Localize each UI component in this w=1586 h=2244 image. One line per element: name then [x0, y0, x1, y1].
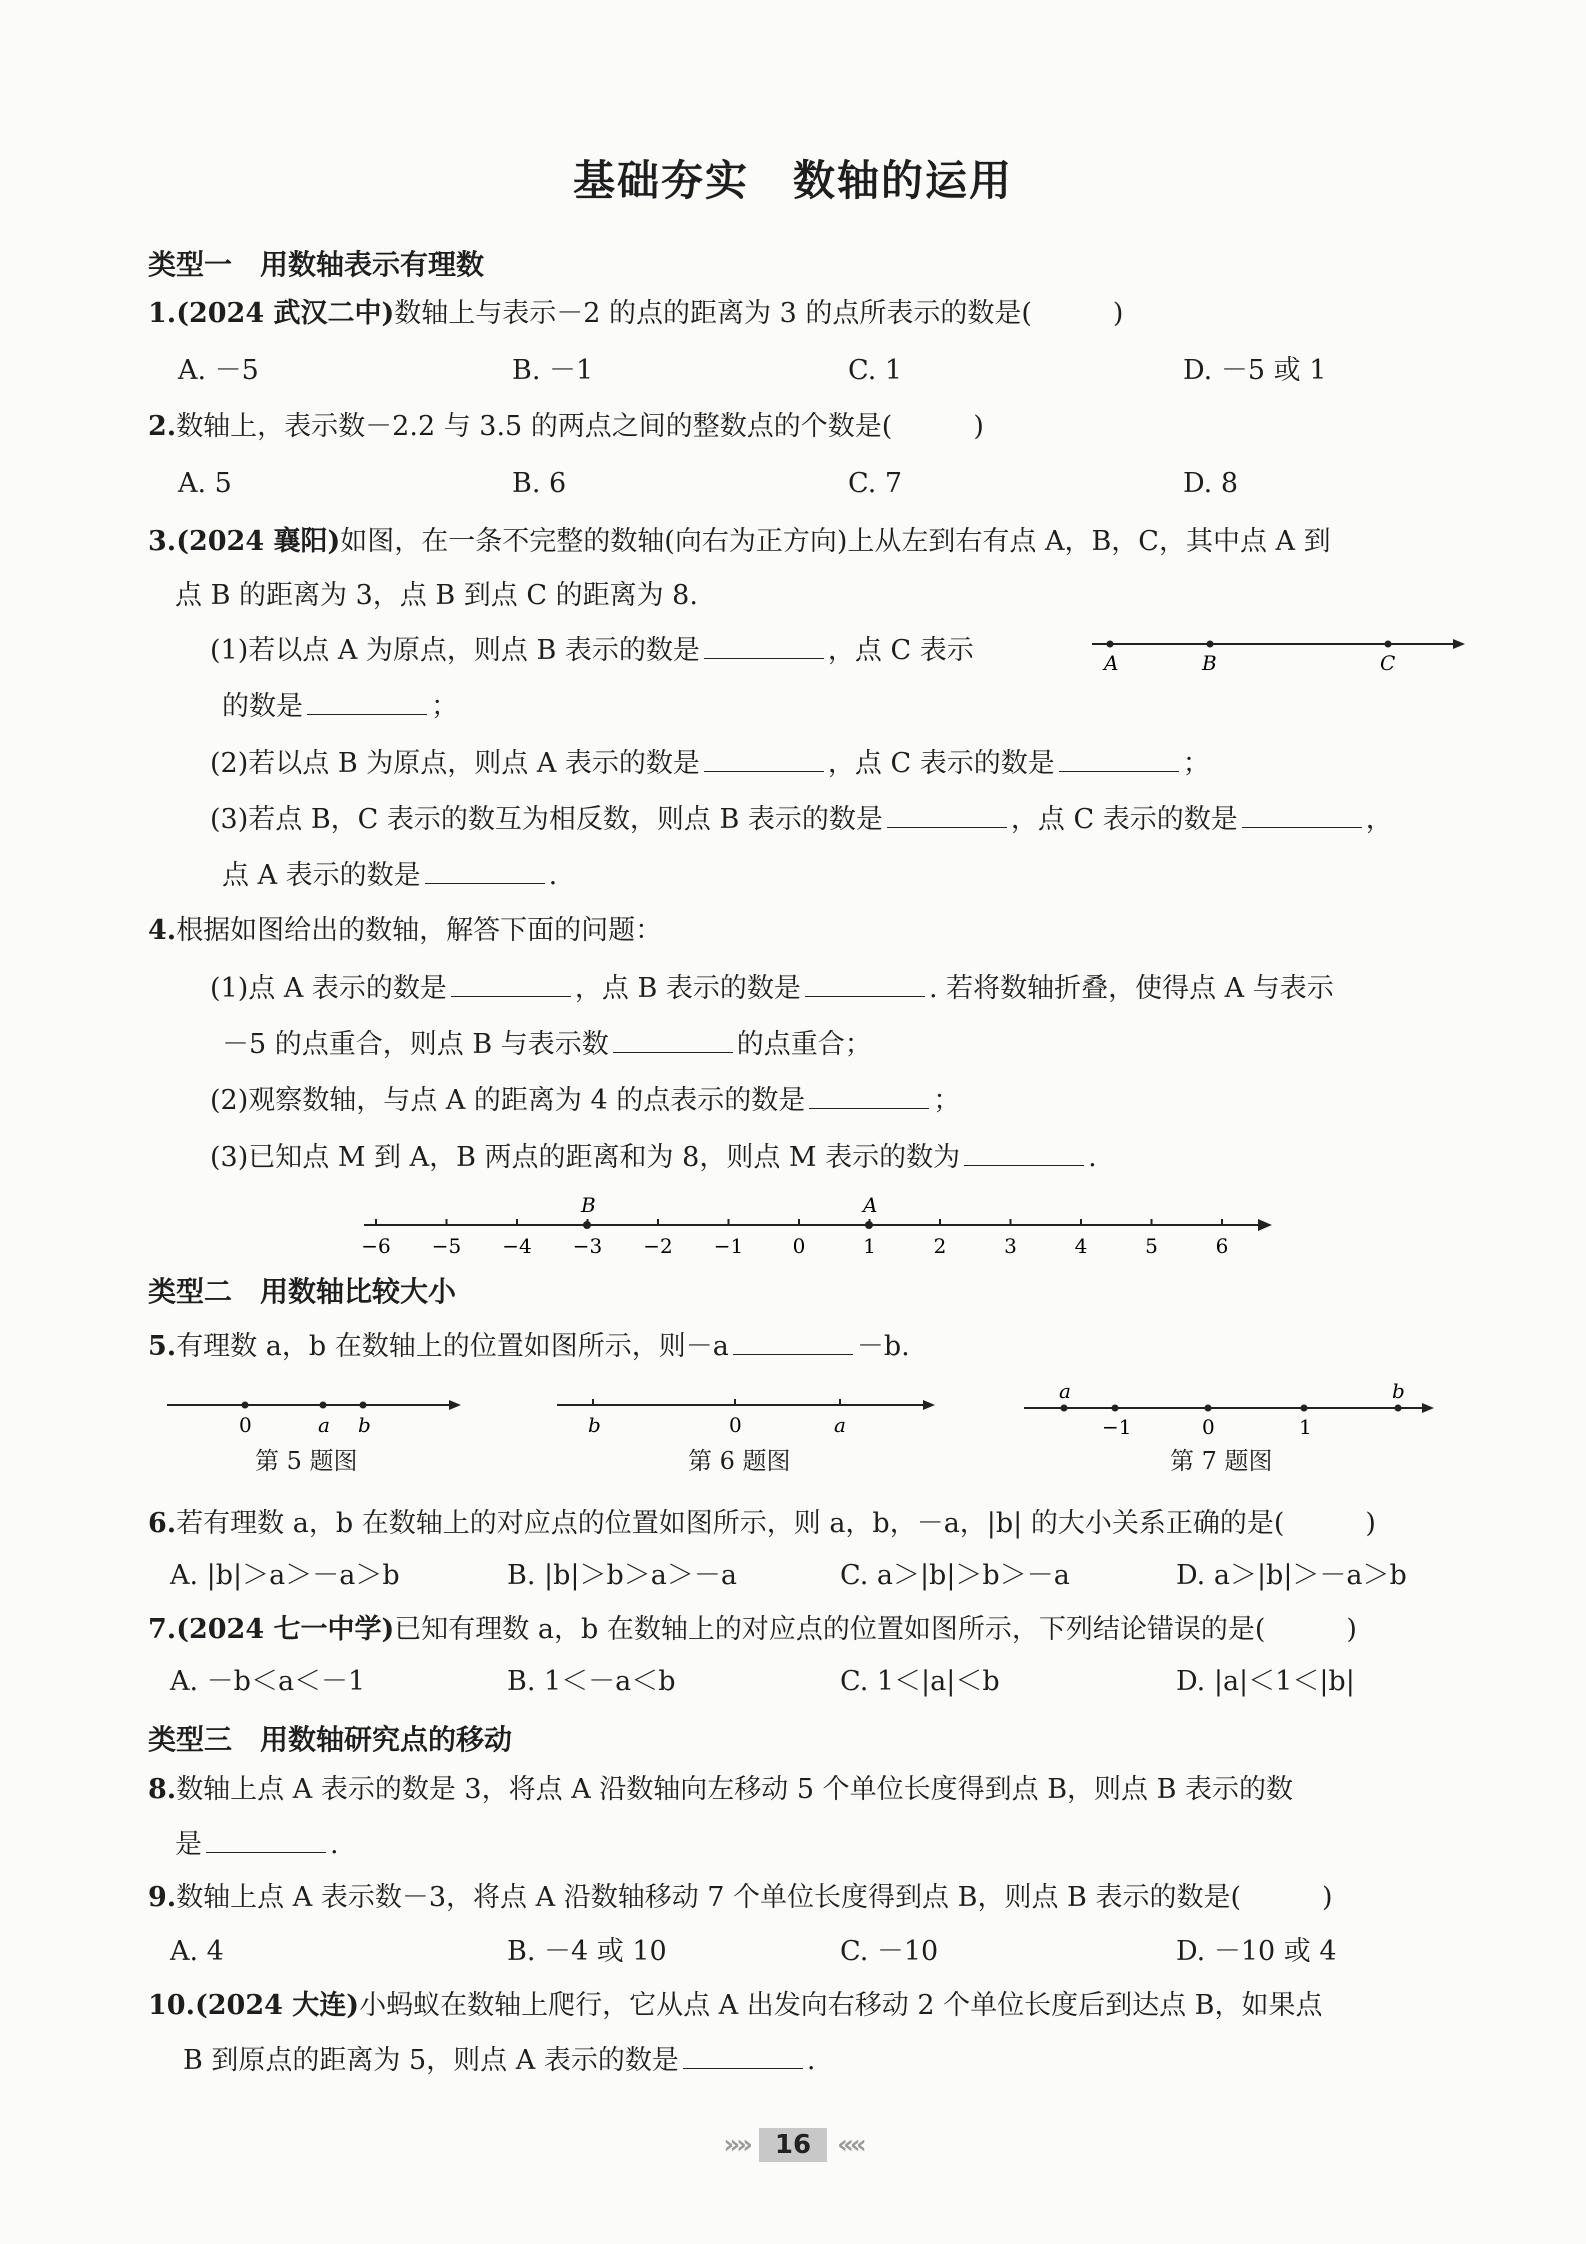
section-heading-2: 类型二 用数轴比较大小: [148, 1275, 457, 1308]
question-number: 6.: [148, 1508, 177, 1539]
q1-option-a: A. －5: [178, 355, 259, 386]
axis-label-a: A: [1104, 651, 1119, 675]
question-3: [148, 524, 1331, 560]
q2-option-a: A. 5: [178, 468, 232, 499]
q4-number-line: [360, 1195, 1280, 1270]
q7-option-c: C. 1＜|a|＜b: [840, 1666, 1000, 1697]
part-text: .: [548, 860, 558, 891]
part-text: . 若将数轴折叠，使得点 A 与表示: [928, 973, 1334, 1004]
answer-blank[interactable]: [809, 1082, 929, 1109]
tick-label: 5: [1145, 1234, 1158, 1258]
q4-part-3: [210, 1139, 1097, 1176]
tick-label: 3: [1004, 1234, 1017, 1258]
q3-part-3: [210, 801, 1393, 838]
answer-blank[interactable]: [704, 632, 824, 659]
q9-option-d: D. －10 或 4: [1176, 1936, 1337, 1967]
question-text: 已知有理数 a，b 在数轴上的对应点的位置如图所示，下列结论错误的是( ): [394, 1614, 1357, 1645]
part-text: ；: [933, 1085, 961, 1116]
answer-blank[interactable]: [1059, 745, 1179, 772]
fig5-label-b: b: [358, 1413, 371, 1437]
tick-label: 6: [1215, 1234, 1229, 1258]
fig5-label-0: 0: [239, 1413, 252, 1437]
q7-option-a: A. －b＜a＜－1: [170, 1666, 366, 1697]
q9-option-c: C. －10: [840, 1936, 939, 1967]
question-4: [148, 913, 662, 949]
question-source: (2024 大连): [194, 1990, 360, 2021]
tick-label: −6: [361, 1234, 391, 1258]
q6-option-d: D. a＞|b|＞－a＞b: [1176, 1560, 1407, 1591]
fig6-label-0: 0: [729, 1413, 742, 1437]
question-number: 7.: [148, 1614, 177, 1645]
part-text: ；: [1182, 748, 1210, 779]
question-source: (2024 七一中学): [176, 1614, 395, 1645]
question-9: [148, 1880, 1333, 1916]
question-text: 数轴上，表示数－2.2 与 3.5 的两点之间的整数点的个数是( ): [176, 411, 984, 442]
question-number: 5.: [148, 1331, 177, 1362]
q6-option-a: A. |b|＞a＞－a＞b: [170, 1560, 400, 1591]
figure-5-caption: 第 5 题图: [255, 1447, 358, 1475]
q4-part-2: [210, 1082, 960, 1119]
section-heading-3: 类型三 用数轴研究点的移动: [148, 1723, 513, 1756]
answer-blank[interactable]: [887, 801, 1007, 828]
q2-option-b: B. 6: [512, 468, 567, 499]
question-text: 数轴上与表示－2 的点的距离为 3 的点所表示的数是( ): [394, 298, 1124, 329]
q1-option-c: C. 1: [848, 355, 903, 386]
tick-label: −2: [643, 1234, 673, 1258]
tick-label: 1: [863, 1234, 876, 1258]
q1-option-d: D. －5 或 1: [1183, 355, 1327, 386]
question-text: 有理数 a，b 在数轴上的位置如图所示，则－a: [176, 1331, 729, 1362]
q4-part-1: [210, 970, 1334, 1007]
part-text: 点 A 表示的数是: [222, 860, 421, 891]
fig7-label-0: 0: [1202, 1415, 1215, 1439]
question-text: 如图，在一条不完整的数轴(向右为正方向)上从左到右有点 A，B，C，其中点 A 到: [340, 526, 1331, 557]
answer-blank[interactable]: [683, 2042, 803, 2069]
question-number: 3.: [148, 526, 177, 557]
q10-text-line2: [183, 2042, 815, 2079]
answer-blank[interactable]: [206, 1826, 326, 1853]
question-number: 2.: [148, 411, 177, 442]
question-text: 小蚂蚁在数轴上爬行，它从点 A 出发向右移动 2 个单位长度后到达点 B，如果点: [359, 1990, 1323, 2021]
fig6-label-b: b: [588, 1413, 601, 1437]
point-label-b: B: [581, 1195, 596, 1217]
question-number: 1.: [148, 298, 177, 329]
question-text: .: [330, 1829, 339, 1860]
left-arrows-icon: »»: [723, 2130, 749, 2160]
q9-option-b: B. －4 或 10: [507, 1936, 667, 1967]
q3-part-1: [210, 632, 974, 669]
q1-option-b: B. －1: [512, 355, 594, 386]
axis-label-b: B: [1202, 651, 1217, 675]
part-text: ，点 C 表示的数是: [1010, 804, 1238, 835]
q3-part-1-cont: [222, 688, 458, 725]
question-6: [148, 1506, 1376, 1542]
part-text: ；: [431, 691, 458, 722]
q3-part-2: [210, 745, 1210, 782]
part-text: (1)点 A 表示的数是: [210, 973, 447, 1004]
right-arrows-icon: ««: [837, 2130, 863, 2160]
question-text: 数轴上点 A 表示数－3，将点 A 沿数轴移动 7 个单位长度得到点 B，则点 B 表示的数是( ): [176, 1882, 1333, 1913]
figure-6-number-line: [555, 1390, 940, 1440]
part-text: .: [1088, 1142, 1097, 1173]
point-label-a: A: [863, 1195, 878, 1217]
figure-7-number-line: [1022, 1378, 1442, 1443]
part-text: (2)若以点 B 为原点，则点 A 表示的数是: [210, 748, 700, 779]
q7-option-d: D. |a|＜1＜|b|: [1176, 1666, 1355, 1697]
fig7-label-neg1: −1: [1102, 1415, 1132, 1439]
axis-label-c: C: [1380, 651, 1396, 675]
q8-text-line2: [175, 1826, 339, 1863]
question-number: 8.: [148, 1774, 177, 1805]
answer-blank[interactable]: [733, 1328, 853, 1355]
question-text: 若有理数 a，b 在数轴上的对应点的位置如图所示，则 a，b，－a，|b| 的大小关系正确的是( ): [176, 1508, 1376, 1539]
question-number: 9.: [148, 1882, 177, 1913]
fig7-label-b: b: [1392, 1379, 1405, 1403]
q3-text-line2: 点 B 的距离为 3，点 B 到点 C 的距离为 8.: [175, 580, 698, 611]
q4-part-1-cont: [222, 1026, 872, 1063]
question-10: [148, 1988, 1323, 2024]
page-number: 16: [759, 2128, 827, 2162]
q2-option-c: C. 7: [848, 468, 903, 499]
tick-label: 0: [792, 1234, 806, 1258]
fig6-label-a: a: [834, 1413, 846, 1437]
tick-label: −5: [431, 1234, 462, 1258]
part-text: 的点重合；: [736, 1029, 872, 1060]
question-5: [148, 1328, 910, 1365]
q3-number-line: [1090, 630, 1470, 680]
answer-blank[interactable]: [307, 688, 427, 715]
question-1: [148, 296, 1123, 332]
fig5-label-a: a: [318, 1413, 330, 1437]
question-text: B 到原点的距离为 5，则点 A 表示的数是: [183, 2045, 679, 2076]
part-text: (1)若以点 A 为原点，则点 B 表示的数是: [210, 635, 700, 666]
part-text: ，点 C 表示的数是: [827, 748, 1055, 779]
figure-5-number-line: [165, 1390, 465, 1440]
tick-label: 2: [933, 1234, 947, 1258]
answer-blank[interactable]: [613, 1026, 733, 1053]
answer-blank[interactable]: [1242, 801, 1362, 828]
q6-option-b: B. |b|＞b＞a＞－a: [507, 1560, 737, 1591]
page-number-footer: [0, 2128, 1586, 2162]
q2-option-d: D. 8: [1183, 468, 1239, 499]
answer-blank[interactable]: [451, 970, 571, 997]
figure-7-caption: 第 7 题图: [1170, 1447, 1273, 1475]
question-number: 10.: [148, 1990, 195, 2021]
q3-part-3-cont: [222, 857, 557, 894]
page-title: 基础夯实 数轴的运用: [572, 156, 1013, 205]
q7-option-b: B. 1＜－a＜b: [507, 1666, 676, 1697]
part-text: (2)观察数轴，与点 A 的距离为 4 的点表示的数是: [210, 1085, 806, 1116]
q9-option-a: A. 4: [170, 1936, 224, 1967]
tick-label: −4: [502, 1234, 532, 1258]
part-text: ，点 C 表示: [827, 635, 974, 666]
answer-blank[interactable]: [964, 1139, 1084, 1166]
part-text: ，: [1365, 804, 1393, 835]
question-number: 4.: [148, 915, 177, 946]
tick-label: 4: [1074, 1234, 1088, 1258]
question-text: －b.: [856, 1331, 910, 1362]
part-text: (3)若点 B，C 表示的数互为相反数，则点 B 表示的数是: [210, 804, 883, 835]
question-text: .: [806, 2045, 816, 2076]
part-text: (3)已知点 M 到 A，B 两点的距离和为 8，则点 M 表示的数为: [210, 1142, 961, 1173]
part-text: －5 的点重合，则点 B 与表示数: [222, 1029, 609, 1060]
part-text: ，点 B 表示的数是: [574, 973, 801, 1004]
answer-blank[interactable]: [425, 857, 545, 884]
question-text: 数轴上点 A 表示的数是 3，将点 A 沿数轴向左移动 5 个单位长度得到点 B，则点 B 表示的数: [176, 1774, 1294, 1805]
section-heading-1: 类型一 用数轴表示有理数: [148, 248, 485, 281]
question-7: [148, 1612, 1357, 1648]
part-text: 的数是: [222, 691, 303, 722]
figure-6-caption: 第 6 题图: [688, 1447, 791, 1475]
tick-label: −1: [713, 1234, 744, 1258]
answer-blank[interactable]: [805, 970, 925, 997]
question-source: (2024 武汉二中): [176, 298, 395, 329]
tick-label: −3: [572, 1234, 603, 1258]
question-source: (2024 襄阳): [176, 526, 341, 557]
q6-option-c: C. a＞|b|＞b＞－a: [840, 1560, 1070, 1591]
answer-blank[interactable]: [704, 745, 824, 772]
question-2: [148, 409, 984, 445]
question-8: [148, 1772, 1293, 1808]
fig7-label-a: a: [1059, 1379, 1071, 1403]
question-text: 是: [175, 1829, 202, 1860]
question-text: 根据如图给出的数轴，解答下面的问题：: [176, 915, 663, 946]
fig7-label-1: 1: [1299, 1415, 1312, 1439]
